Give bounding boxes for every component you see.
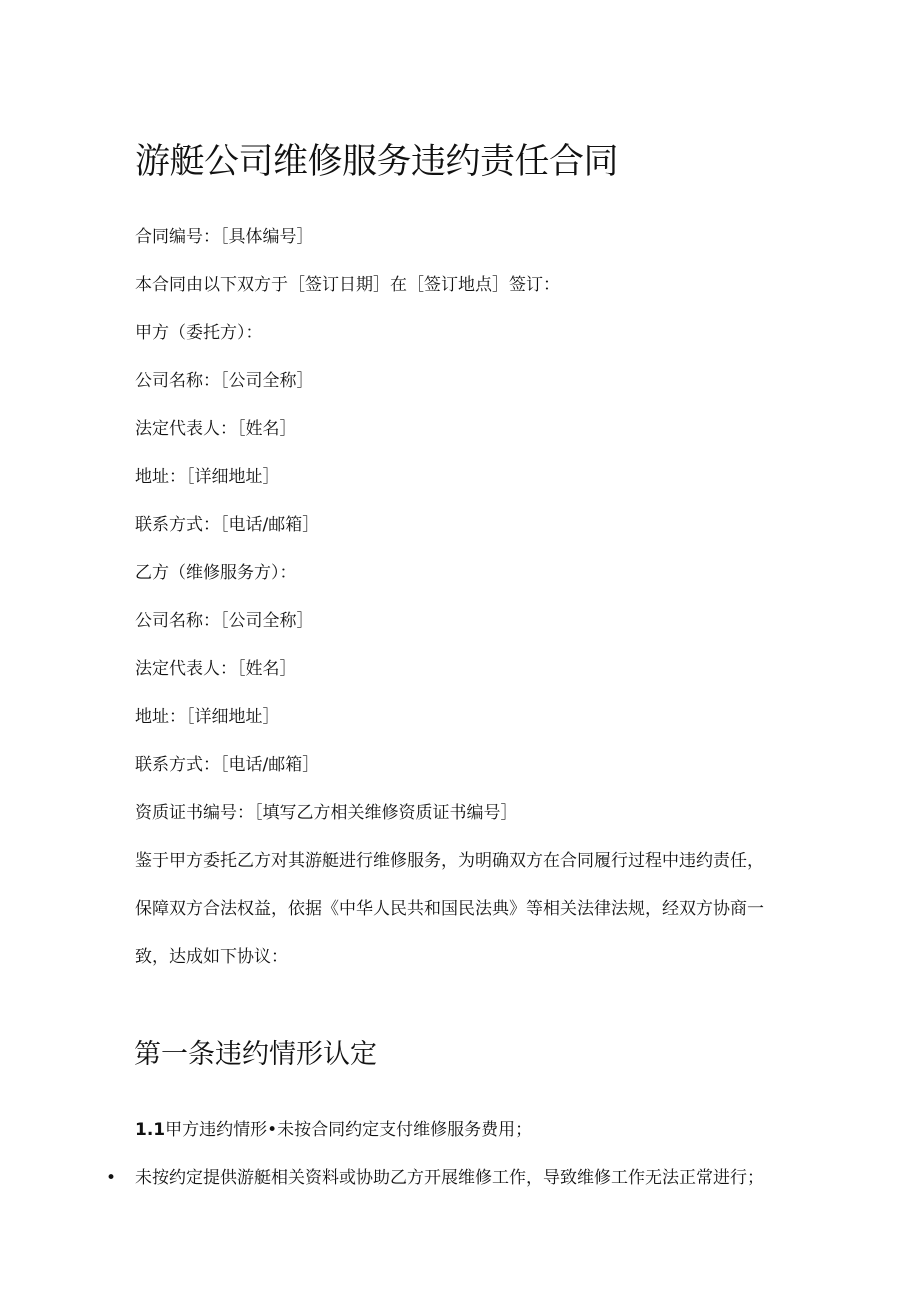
party-b-address: 地址：［详细地址］ <box>135 707 280 727</box>
preamble-line-3: 致，达成如下协议： <box>135 947 288 967</box>
section-heading: 第一条违约情形认定 <box>134 1039 377 1070</box>
document-title: 游艇公司维修服务违约责任合同 <box>135 142 619 182</box>
bullet-list-item <box>106 1166 764 1190</box>
party-a-heading: 甲方（委托方）： <box>135 323 263 343</box>
party-b-company-name: 公司名称：［公司全称］ <box>135 611 314 631</box>
signing-info-line: 本合同由以下双方于［签订日期］在［签订地点］签订： <box>135 275 560 295</box>
party-a-contact: 联系方式：［电话/邮箱］ <box>135 515 320 535</box>
preamble-line-1: 鉴于甲方委托乙方对其游艇进行维修服务，为明确双方在合同履行过程中违约责任， <box>135 851 764 871</box>
clause-1-1 <box>135 1118 532 1142</box>
clause-text: 甲方违约情形•未按合同约定支付维修服务费用； <box>165 1120 533 1140</box>
party-a-company-name: 公司名称：［公司全称］ <box>135 371 314 391</box>
bullet-icon: • <box>106 1168 117 1188</box>
party-a-address: 地址：［详细地址］ <box>135 467 280 487</box>
party-b-heading: 乙方（维修服务方）： <box>135 563 297 583</box>
party-b-contact: 联系方式：［电话/邮箱］ <box>135 755 320 775</box>
contract-number-line: 合同编号：［具体编号］ <box>135 227 314 247</box>
party-a-legal-representative: 法定代表人：［姓名］ <box>135 419 297 439</box>
preamble-line-2: 保障双方合法权益，依据《中华人民共和国民法典》等相关法律法规，经双方协商一 <box>135 899 764 919</box>
bullet-text: 未按约定提供游艇相关资料或协助乙方开展维修工作，导致维修工作无法正常进行； <box>135 1168 764 1188</box>
party-b-legal-representative: 法定代表人：［姓名］ <box>135 659 297 679</box>
party-b-certificate-number: 资质证书编号：［填写乙方相关维修资质证书编号］ <box>135 803 518 823</box>
clause-number: 1.1 <box>135 1120 166 1140</box>
